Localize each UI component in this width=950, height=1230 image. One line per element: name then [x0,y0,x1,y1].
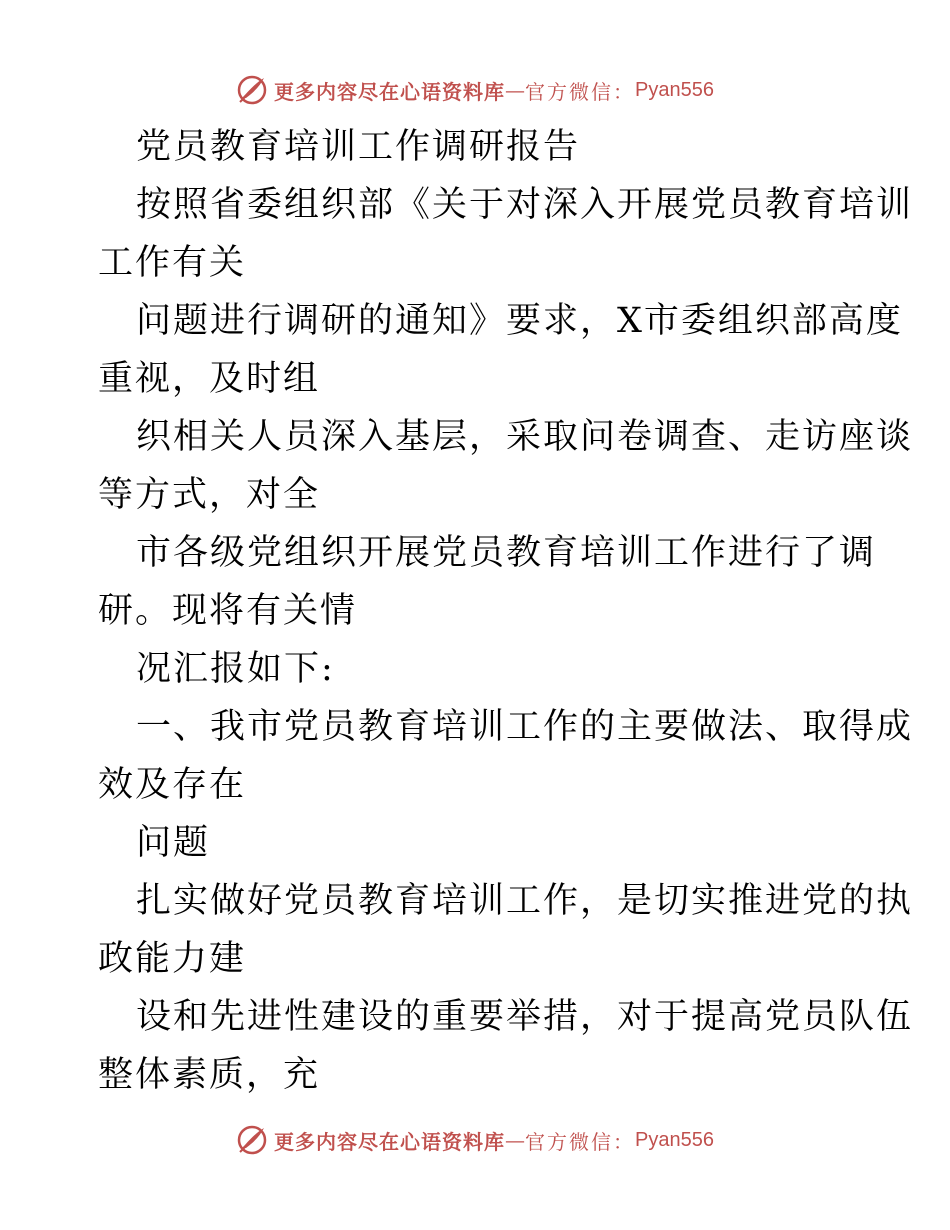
section-heading-continued: 问题 [136,823,211,863]
body-line: 况汇报如下: [136,649,335,689]
watermark-dash: — [505,1128,526,1152]
footer-watermark [0,1120,950,1160]
watermark-brand: 更多内容尽在心语资料库 [274,79,506,104]
watermark-wechat-id: Pyan556 [635,78,714,101]
watermark-wechat-label: 官方微信： [525,79,636,104]
body-line: 问题进行调研的通知》要求，X市委组织部高度 [136,301,903,341]
quill-pen-logo-icon [236,74,268,106]
body-line: 工作有关 [98,243,247,283]
section-heading: 一、我市党员教育培训工作的主要做法、取得成 [136,707,914,747]
document-title: 党员教育培训工作调研报告 [136,127,581,167]
body-line: 设和先进性建设的重要举措，对于提高党员队伍 [136,997,914,1037]
document-body [98,118,914,1104]
body-line: 扎实做好党员教育培训工作，是切实推进党的执 [136,881,914,921]
body-line: 织相关人员深入基层，采取问卷调查、走访座谈 [136,417,914,457]
body-line: 整体素质，充 [98,1055,321,1095]
section-heading-continued: 效及存在 [98,765,247,805]
body-line: 研。现将有关情 [98,591,358,631]
watermark-brand: 更多内容尽在心语资料库 [274,1129,506,1154]
body-line: 市各级党组织开展党员教育培训工作进行了调 [136,533,877,573]
watermark-wechat-id: Pyan556 [635,1128,714,1151]
quill-pen-logo-icon [236,1124,268,1156]
body-line: 重视，及时组 [98,359,321,399]
watermark-dash: — [505,78,526,102]
body-line: 按照省委组织部《关于对深入开展党员教育培训 [136,185,914,225]
watermark-wechat-label: 官方微信： [525,1129,636,1154]
body-line: 政能力建 [98,939,247,979]
header-watermark [0,70,950,110]
body-line: 等方式，对全 [98,475,321,515]
